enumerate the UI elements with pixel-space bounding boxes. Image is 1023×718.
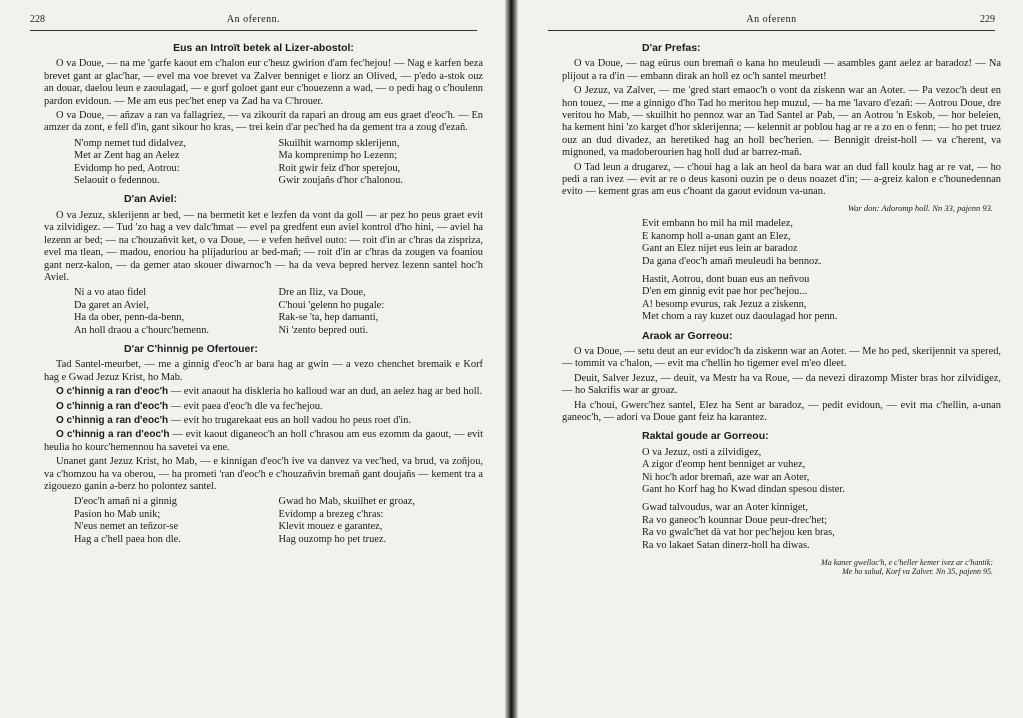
- verse-stanza: [642, 447, 1001, 552]
- section-heading: D'an Aviel:: [124, 193, 178, 206]
- verse-line: Hag ouzomp ho pet truez.: [278, 533, 387, 545]
- verse-column-left: [74, 287, 279, 337]
- verse-line: Gant an Elez nijet eus lein ar baradoz: [642, 243, 798, 255]
- paragraph: O Jezuz, va Zalver, — me 'gred start emaoc'h o vont da ziskenn war an Aoter. — Pa vezoc'h deut en hon touez, — me a ginnigo d'ho Tad ho meritou hep muzul, — ha me 'lavaro d'ezañ: — Aotrou Doue, dre veritou ho Mab, — skuilhit ho pennoz war an Tad Santel ar Pab, — an Aotrou 'n Eskob, — hor beleien, ha kement hini 'zo karget d'hor sklerijenna; — kelennit ar poblou hag ar re a zo en o fenn; — ho pet truez ouz an dud divadez, an heretiked hag an holl bec'herien. — Bennigit dreist-holl — va c'herent, va mignoned, va madoberourien hag holl dud ar barrez-mañ.: [562, 85, 1001, 159]
- verse-line: Ni a vo atao fidel: [74, 287, 147, 299]
- verse-column-left: [74, 496, 279, 546]
- verse-line: Ma komprenimp ho Lezenn;: [278, 150, 398, 162]
- page-number: 229: [980, 14, 995, 25]
- verse-line: Hastit, Aotrou, dont buan eus an neñvou: [642, 273, 810, 285]
- verse-stanza: [74, 496, 483, 546]
- paragraph: O va Doue, — setu deut an eur evidoc'h da ziskenn war an Aoter. — Me ho ped, skerijennit va spered, — tommit va c'halon, — evit ma c'hellin ho tigemer evel m'eo dleet.: [562, 345, 1001, 370]
- paragraph-text: — evit kaout diganeoc'h an holl c'hrasou am eus ezomm da gaout, — evit heulia ho kourc'hemennou ha savetei va ene.: [44, 429, 483, 453]
- left-page: [0, 0, 505, 718]
- page-content: [562, 36, 1001, 576]
- verse-line: Selaouit o fedennou.: [74, 175, 160, 187]
- paragraph: O va Doue, — nag eürus oun bremañ o kana ho meuleudi — asambles gant aelez ar baradoz! — Na plijout a ra d'in — embann dirak an holl ez oc'h santel meurbet!: [562, 58, 1001, 82]
- paragraph: O va Doue, — na me 'garfe kaout em c'halon eur c'heuz gwirion d'am fec'hejou! — Nag e karfen beza brevet gant ar glac'har, — evel ma voe brevet va Zalver benniget e liorz an Olived, — p'edo a-stok ouz an douar, daelou leun e zaoulagad, — e gorf goloet gant eur c'houezenn a wad, — o pedi hag o c'houlenn pardon evidoun. — Me am eus pec'het enep va Zad ha va C'hrouer.: [44, 58, 483, 107]
- verse-line: Evidomp a brezeg c'hras:: [278, 508, 384, 520]
- footnote-line: Me ho salud, Korf va Zalver. Nn 35, pajenn 95.: [842, 567, 993, 577]
- verse-line: Skuilhit warnomp sklerijenn,: [278, 137, 400, 149]
- verse-line: Da gana d'eoc'h amañ meuleudi ha bennoz.: [642, 255, 822, 267]
- verse-column-right: [279, 496, 484, 546]
- verse-line: Roit gwir feiz d'hor sperejou,: [278, 162, 401, 174]
- running-title: An oferenn: [746, 14, 797, 25]
- verse-line: Ra vo gwalc'het dà vat hor pec'hejou ken bras,: [642, 527, 835, 539]
- verse-line: Klevit mouez e garantez,: [278, 521, 383, 533]
- verse-line: Met ar Zent hag an Aelez: [74, 150, 180, 162]
- verse-stanza: [74, 287, 483, 337]
- tune-citation: War don: Adoromp holl. Nn 33, pajenn 93.: [847, 202, 993, 213]
- verse-line: Rak-se 'ta, hep damanti,: [278, 312, 379, 324]
- paragraph: [44, 401, 483, 413]
- paragraph: Deuit, Salver Jezuz, — deuit, va Mestr ha va Roue, — da nevezi dirazomp Mister bras hor zilvidigez, — ho Sakrifis war ar groaz.: [562, 372, 1001, 397]
- verse-line: Ra vo lakaet Satan dinerz-holl ha diwas.: [642, 539, 810, 551]
- running-head: [30, 8, 477, 31]
- verse-line: N'omp nemet tud didalvez,: [74, 137, 187, 149]
- verse-line: Gwad talvoudus, war an Aoter kinniget,: [642, 502, 808, 514]
- verse-line: Da garet an Aviel,: [74, 299, 149, 311]
- paragraph: Ha c'houi, Gwerc'hez santel, Elez ha Sent ar baradoz, — pedit evidoun, — evit ma c'hellin, a-unan ganeoc'h, — adori va Doue gant feiz ha karantez.: [562, 399, 1001, 423]
- verse-line: D'en em ginnig evit pae hor pec'hejou...: [642, 286, 808, 298]
- verse-line: Met chom a ray kuzet ouz daoulagad hor penn.: [642, 311, 838, 323]
- verse-line: Ra vo ganeoc'h kounnar Doue peur-drec'het;: [642, 514, 828, 526]
- verse-line: O va Jezuz, osti a zilvidigez,: [642, 446, 762, 458]
- verse-stanza: [642, 218, 1001, 323]
- bold-phrase: O c'hinnig a ran d'eoc'h: [56, 400, 169, 412]
- verse-column-right: [279, 287, 484, 337]
- paragraph: [44, 386, 483, 398]
- paragraph: O va Jezuz, sklerijenn ar bed, — na bermetit ket e lezfen da vont da goll — ar pez ho peus graet evit va zilvidigez. — Tud 'zo hag a vev dalc'hmat — evel pa gredfent eun aviel kontrol d'ho hini, — aviel ha lezenn ar bed; — na c'houzañvit ket, o va Doue, — e vefen heñvel outo: — roit d'in ar c'hras da zispriza, evel ma tlean, — madou, enoriou ha plijaduriou ar bed-mañ; — roit d'in ar c'hras da zougen va foaniou gant nerz-kalon, — da gemer atao skouer diwarnoc'h — ha da veva bepred hervez lezenn santel hoc'h Aviel.: [44, 209, 483, 283]
- verse-line: Evidomp ho ped, Aotrou:: [74, 162, 180, 174]
- verse-line: D'eoc'h amañ ni a ginnig: [74, 496, 178, 508]
- verse-line: An holl draou a c'hourc'hemenn.: [74, 324, 210, 336]
- paragraph: O va Doue, — añzav a ran va fallagriez, — va zikourit da rapari an droug am eus graet d'eoc'h. — En amzer da zont, e fell d'in, gant sikour ho kras, — trei kein d'ar pec'hed ha da gement tra a zoug d'ezañ.: [44, 110, 483, 134]
- paragraph-text: — evit anaout ha diskleria ho kalloud war an dud, an aelez hag ar bed holl.: [168, 386, 483, 398]
- verse-line: Ni hoc'h ador bremañ, aze war an Aoter,: [642, 471, 810, 483]
- paragraph: [44, 429, 483, 454]
- verse-line: A! besomp evurus, rak Jezuz a ziskenn,: [642, 298, 807, 310]
- running-title: An oferenn.: [226, 14, 281, 25]
- right-page: [518, 0, 1023, 718]
- section-heading: Araok ar Gorreou:: [642, 329, 733, 342]
- section-heading: D'ar Prefas:: [642, 42, 701, 54]
- book-gutter: [505, 0, 518, 718]
- footnote: [562, 558, 993, 576]
- verse-line: Gwir zoujañs d'hor c'halonou.: [278, 175, 403, 187]
- verse-line: Gant ho Korf hag ho Kwad dindan spesou dister.: [642, 484, 845, 495]
- verse-column-left: [74, 138, 279, 188]
- page-content: [44, 36, 483, 549]
- bold-phrase: O c'hinnig a ran d'eoc'h: [56, 414, 169, 426]
- section-heading: Eus an Introït betek al Lizer-abostol:: [173, 42, 354, 54]
- paragraph: Tad Santel-meurbet, — me a ginnig d'eoc'h ar bara hag ar gwin — a vezo chenchet bremaik e Korf hag e Gwad Jezuz Krist, ho Mab.: [44, 359, 483, 383]
- verse-stanza: [74, 138, 483, 188]
- verse-line: Gwad ho Mab, skuilhet er groaz,: [278, 496, 415, 508]
- paragraph: [44, 415, 483, 427]
- section-heading: Raktal goude ar Gorreou:: [642, 430, 769, 443]
- verse-line: Hag a c'hell paea hon dle.: [74, 533, 181, 545]
- paragraph: O Tad leun a drugarez, — c'houi hag a lak an heol da bara war an dud fall koulz hag ar re vat, — ho pedi a ran ivez — evit ar re o deus kasoni ouzin pe o deus noazet d'in; — a-greiz kalon e c'hounedennan evito — kement gras am eus c'hoant da gaout evidoun va-unan.: [562, 161, 1001, 198]
- verse-line: Dre an Iliz, va Doue,: [278, 287, 366, 299]
- running-head: [548, 8, 995, 31]
- verse-line: E kanomp holl a-unan gant an Elez,: [642, 230, 791, 242]
- verse-line: Evit embann ho mil ha mil madelez,: [642, 218, 793, 230]
- verse-column-right: [279, 138, 484, 188]
- verse-line: Pasion ho Mab unik;: [74, 508, 161, 520]
- verse-line: N'eus nemet an teñzor-se: [74, 521, 179, 533]
- verse-line: C'houi 'gelenn ho pugale:: [278, 299, 385, 311]
- footnote-line: Ma kaner gwelloc'h, e c'heller kemer ivez ar c'hantik:: [821, 558, 993, 568]
- verse-line: A zigor d'eomp hent benniget ar vuhez,: [642, 459, 806, 471]
- bold-phrase: O c'hinnig a ran d'eoc'h: [56, 386, 169, 398]
- verse-line: Ni 'zento bepred outi.: [278, 324, 369, 336]
- verse-line: Ha da ober, penn-da-benn,: [74, 312, 185, 324]
- bold-phrase: O c'hinnig a ran d'eoc'h: [56, 429, 170, 441]
- section-heading: D'ar C'hinnig pe Ofertouer:: [124, 342, 258, 355]
- paragraph-text: — evit ho trugarekaat eus an holl vadou ho peus roet d'in.: [168, 414, 411, 426]
- page-number: 228: [30, 14, 45, 25]
- paragraph: Unanet gant Jezuz Krist, ho Mab, — e kinnigan d'eoc'h ive va danvez va vec'hed, va brud, va zoñjou, va c'homzou ha va oberou, — ha prometi 'ran d'eoc'h e c'houzañvin bremañ gant doujañs — kement tra a zigouezo ganin a-berz ho polontez santel.: [44, 456, 483, 492]
- paragraph-text: — evit paea d'eoc'h dle va fec'hejou.: [168, 400, 323, 412]
